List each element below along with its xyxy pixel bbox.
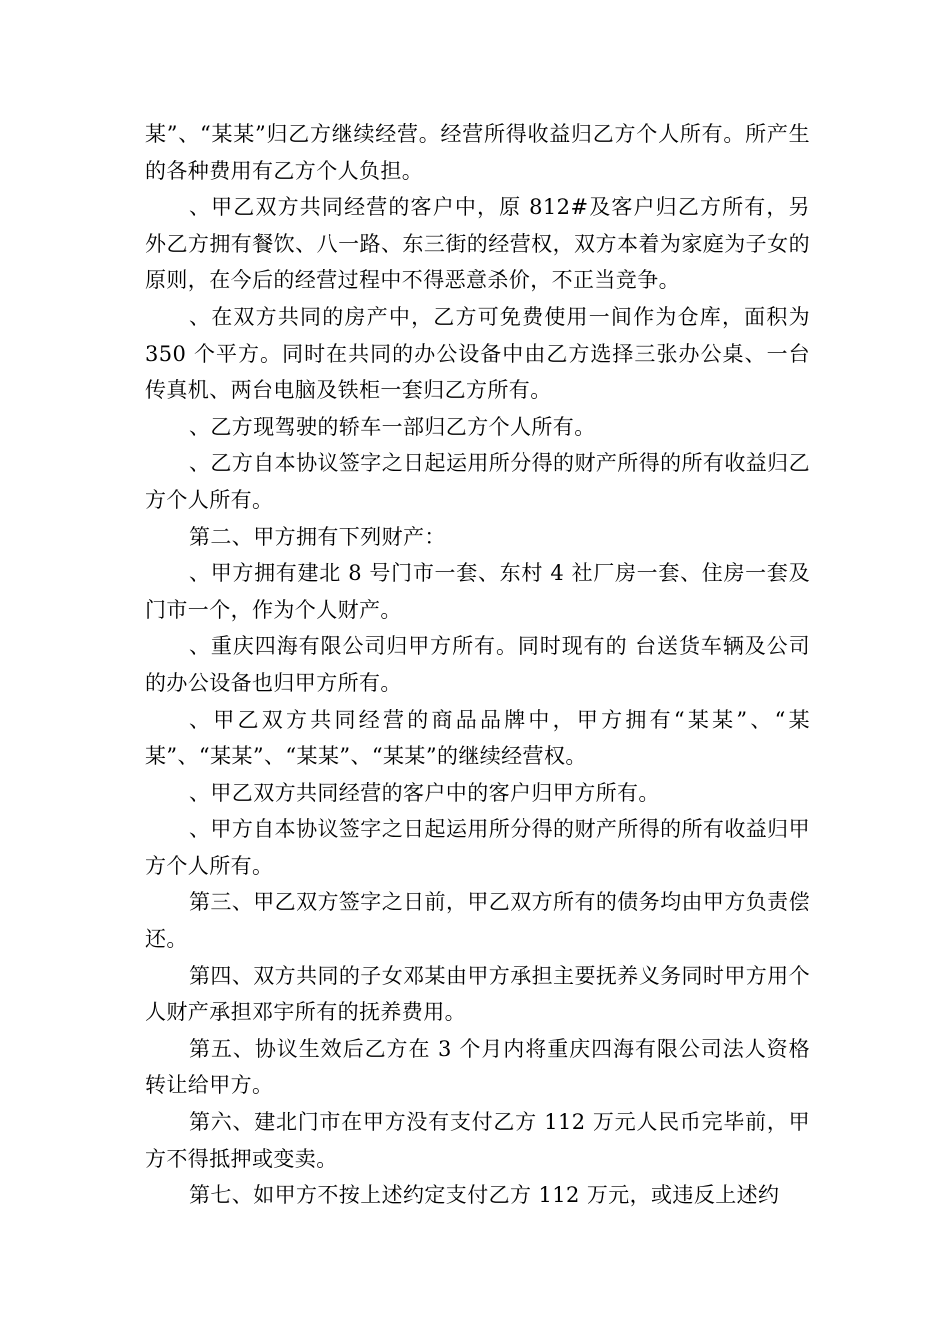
- paragraph: 、甲乙双方共同经营的商品品牌中，甲方拥有“某某”、“某某”、“某某”、“某某”、“某某”的继续经营权。: [145, 707, 810, 769]
- paragraph: 、甲方拥有建北 8 号门市一套、东村 4 社厂房一套、住房一套及门市一个，作为个人财产。: [145, 561, 810, 622]
- paragraph: 、甲乙双方共同经营的客户中，原 812#及客户归乙方所有，另外乙方拥有餐饮、八一路、东三街的经营权，双方本着为家庭为子女的原则，在今后的经营过程中不得恶意杀价，不正当竞争。: [145, 195, 810, 293]
- paragraph: 、重庆四海有限公司归甲方所有。同时现有的 台送货车辆及公司的办公设备也归甲方所有。: [145, 634, 810, 695]
- document-body: [145, 116, 810, 1214]
- paragraph: 、甲方自本协议签字之日起运用所分得的财产所得的所有收益归甲方个人所有。: [145, 817, 810, 878]
- clause-paragraph: 第三、甲乙双方签字之日前，甲乙双方所有的债务均由甲方负责偿还。: [145, 890, 810, 952]
- paragraph: 、乙方自本协议签字之日起运用所分得的财产所得的所有收益归乙方个人所有。: [145, 451, 810, 512]
- paragraph: 某”、“某某”归乙方继续经营。经营所得收益归乙方个人所有。所产生的各种费用有乙方个人负担。: [145, 122, 810, 183]
- clause-paragraph: 第五、协议生效后乙方在 3 个月内将重庆四海有限公司法人资格转让给甲方。: [145, 1036, 810, 1098]
- paragraph: 、在双方共同的房产中，乙方可免费使用一间作为仓库，面积为 350 个平方。同时在共同的办公设备中由乙方选择三张办公桌、一台传真机、两台电脑及铁柜一套归乙方所有。: [145, 304, 810, 403]
- section-heading: 第二、甲方拥有下列财产：: [189, 524, 446, 549]
- paragraph: 、甲乙双方共同经营的客户中的客户归甲方所有。: [189, 780, 660, 805]
- clause-paragraph: 第七、如甲方不按上述约定支付乙方 112 万元，或违反上述约: [189, 1183, 780, 1208]
- clause-paragraph: 第六、建北门市在甲方没有支付乙方 112 万元人民币完毕前，甲方不得抵押或变卖。: [145, 1110, 810, 1171]
- clause-paragraph: 第四、双方共同的子女邓某由甲方承担主要抚养义务同时甲方用个人财产承担邓宇所有的抚养费用。: [145, 963, 810, 1025]
- paragraph: 、乙方现驾驶的轿车一部归乙方个人所有。: [189, 414, 596, 439]
